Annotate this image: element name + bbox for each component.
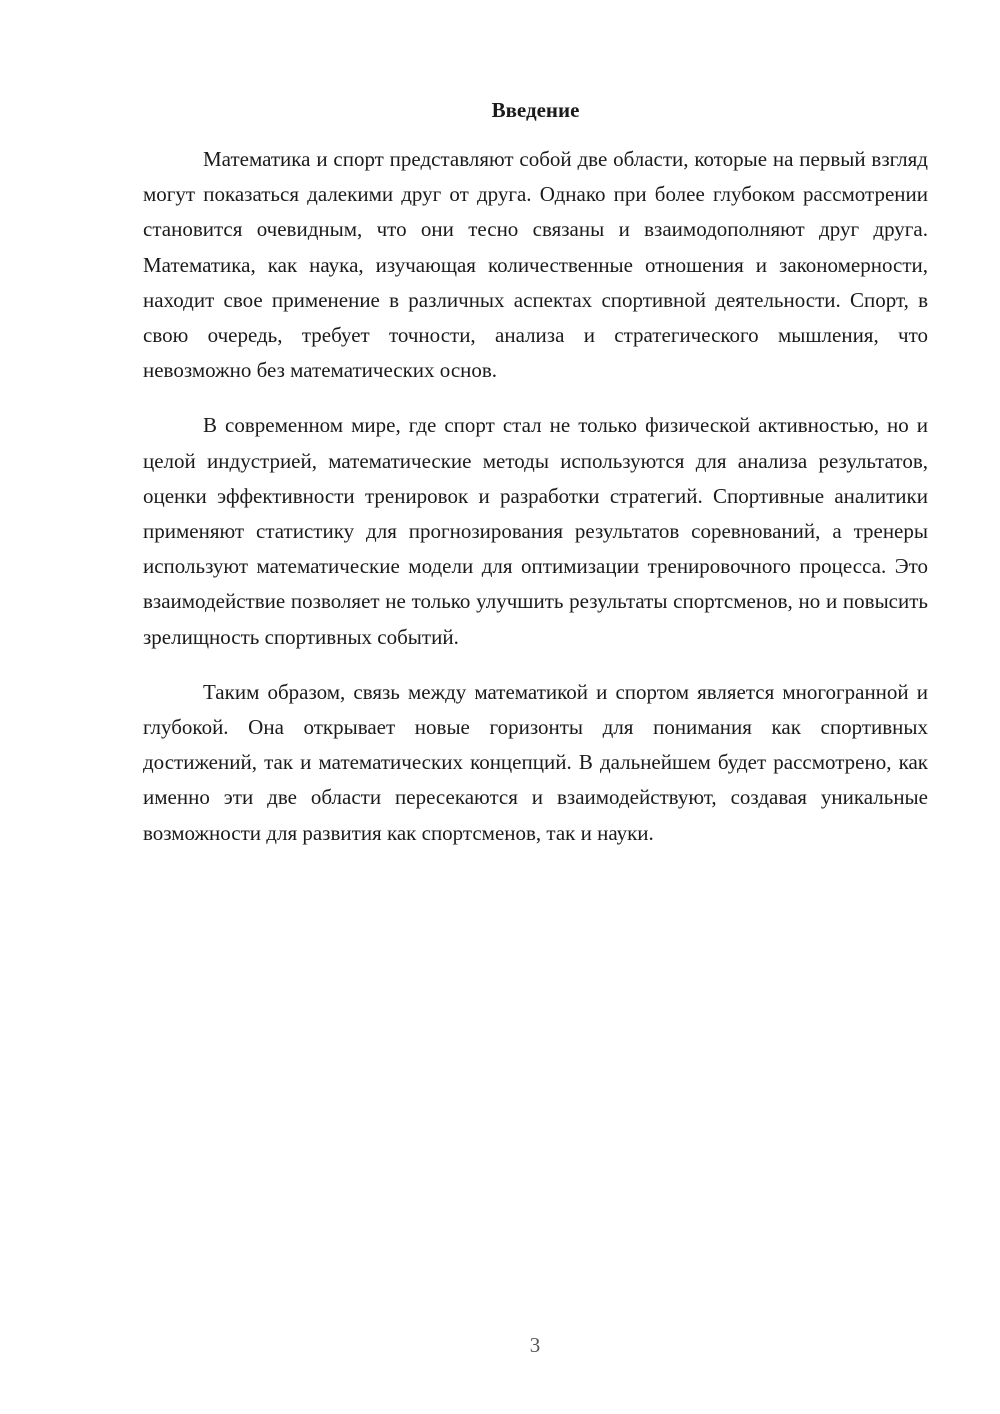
paragraph-1: Математика и спорт представляют собой две области, которые на первый взгляд могут показаться далекими друг от друга. Однако при более глубоком рассмотрении становится очевидным, что они тесно связаны и взаимодополняют друг друга. Математика, как наука, изучающая количественные отношения и закономерности, находит свое применение в различных аспектах спортивной деятельности. Спорт, в свою очередь, требует точности, анализа и стратегического мышления, что невозможно без математических основ.	[143, 147, 928, 383]
section-title: Введение	[491, 98, 580, 122]
page-content	[143, 92, 928, 871]
paragraph-2: В современном мире, где спорт стал не только физической активностью, но и целой индустрией, математические методы используются для анализа результатов, оценки эффективности тренировок и разработки стратегий. Спортивные аналитики применяют статистику для прогнозирования результатов соревнований, а тренеры используют математические модели для оптимизации тренировочного процесса. Это взаимодействие позволяет не только улучшить результаты спортсменов, но и повысить зрелищность спортивных событий.	[143, 413, 928, 649]
paragraph-3: Таким образом, связь между математикой и спортом является многогранной и глубокой. Она открывает новые горизонты для понимания как спортивных достижений, так и математических концепций. В дальнейшем будет рассмотрено, как именно эти две области пересекаются и взаимодействуют, создавая уникальные возможности для развития как спортсменов, так и науки.	[143, 679, 928, 845]
page-number: 3	[529, 1333, 541, 1357]
